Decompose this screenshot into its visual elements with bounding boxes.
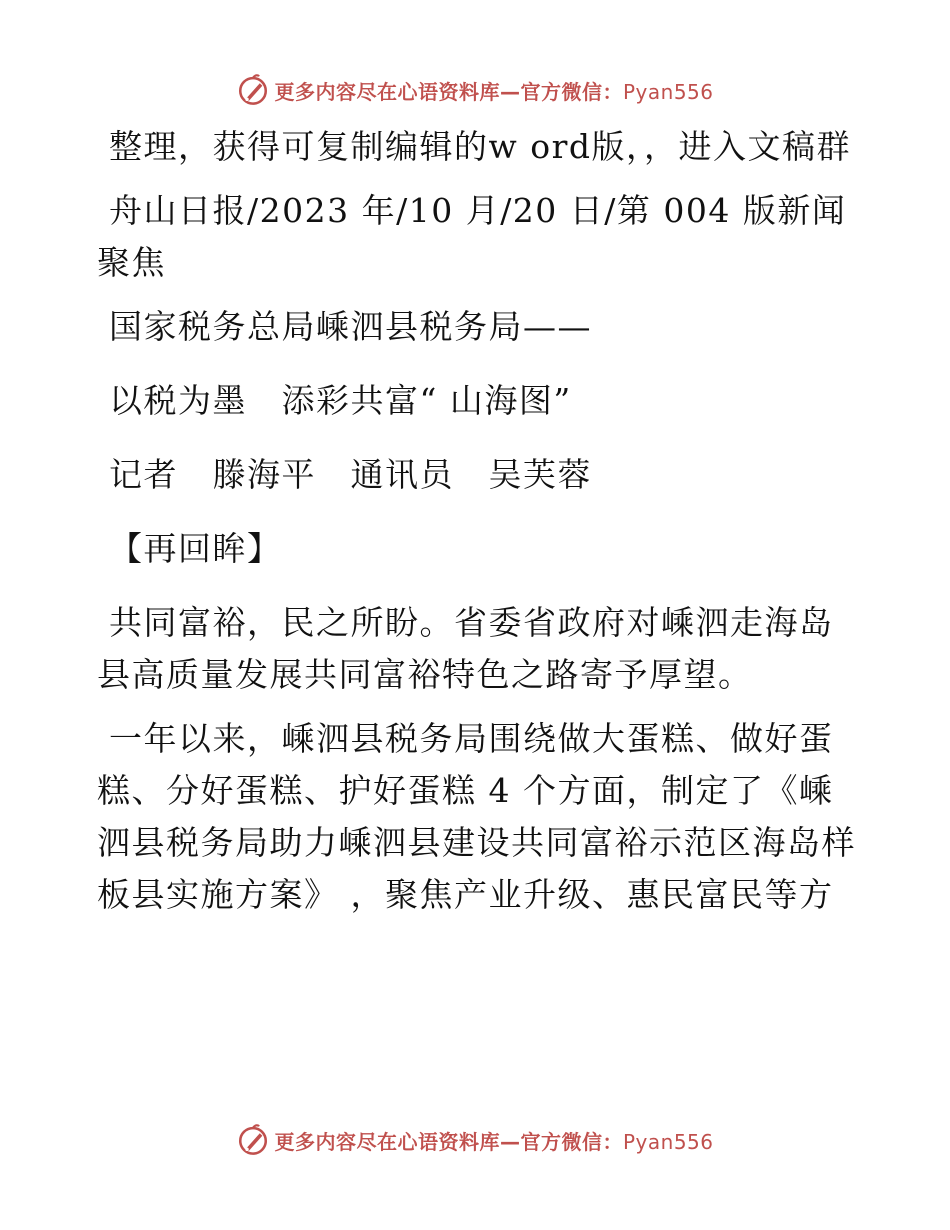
paragraph-3: 国家税务总局嵊泗县税务局—— — [109, 307, 592, 346]
watermark-text: 更多内容尽在心语资料库—官方微信： — [274, 79, 623, 104]
apple-pen-logo-icon — [236, 73, 270, 107]
paragraph-8: 一年以来，嵊泗县税务局围绕做大蛋糕、做好蛋糕、分好蛋糕、护好蛋糕 4 个方面，制定了《嵊泗县税务局助力嵊泗县建设共同富裕示范区海岛样板县实施方案》 ，聚焦产业升级、惠民富民等方 — [97, 719, 856, 914]
paragraph-4: 以税为墨 添彩共富“ 山海图” — [109, 381, 572, 420]
wechat-id: Pyan556 — [622, 79, 714, 104]
bottom-watermark-banner — [0, 1120, 950, 1160]
paragraph-1: 整理，获得可复制编辑的w ord版，，进入文稿群 — [109, 127, 852, 166]
apple-pen-logo-icon — [236, 1123, 270, 1157]
paragraph-6: 【再回眸】 — [109, 529, 282, 568]
paragraph-5: 记者 滕海平 通讯员 吴芙蓉 — [109, 455, 592, 494]
wechat-id: Pyan556 — [622, 1129, 714, 1154]
paragraph-7: 共同富裕，民之所盼。省委省政府对嵊泗走海岛县高质量发展共同富裕特色之路寄予厚望。 — [97, 603, 834, 694]
document-body — [97, 121, 857, 933]
watermark-text: 更多内容尽在心语资料库—官方微信： — [274, 1129, 623, 1154]
paragraph-2: 舟山日报/2023 年/10 月/20 日/第 004 版新闻聚焦 — [97, 191, 847, 282]
top-watermark-banner — [0, 70, 950, 110]
